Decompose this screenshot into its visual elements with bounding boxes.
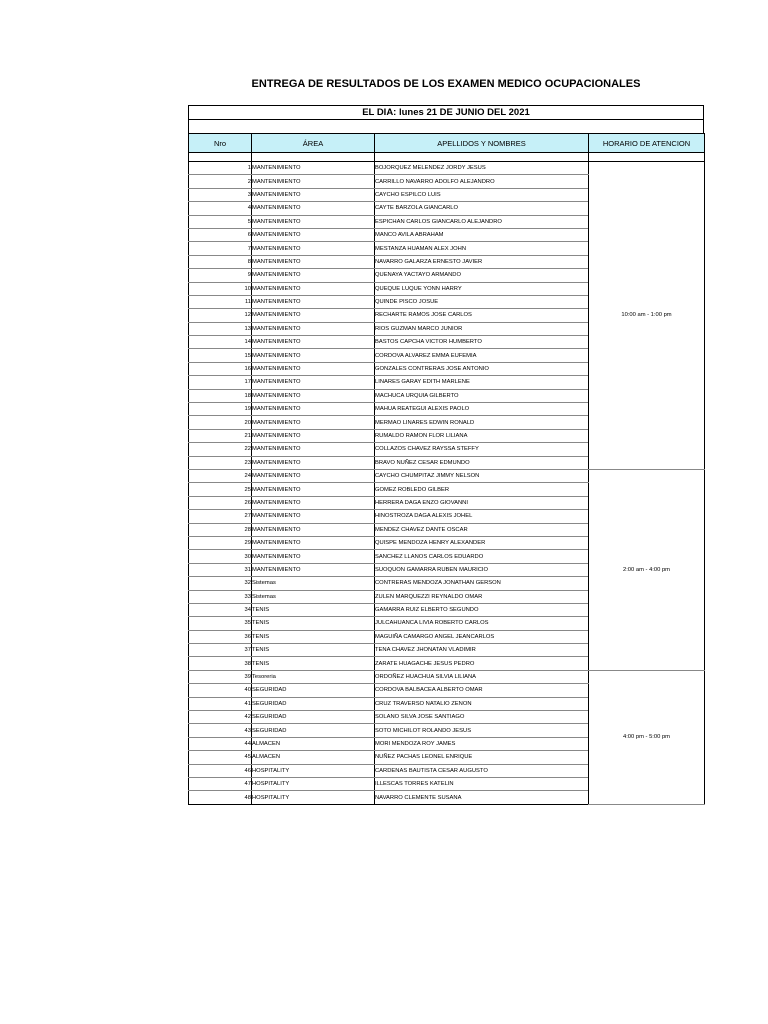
row-area: HOSPITALITY	[252, 777, 375, 790]
row-area: MANTENIMIENTO	[252, 376, 375, 389]
row-area: Tesoreria	[252, 670, 375, 683]
row-name: NAVARRO GALARZA ERNESTO JAVIER	[375, 255, 589, 268]
row-name: RUMALDO RAMON FLOR LILIANA	[375, 429, 589, 442]
row-name: QUEQUE LUQUE YONN HARRY	[375, 282, 589, 295]
header-area: ÁREA	[252, 134, 375, 153]
row-name: HERRERA DAGA ENZO GIOVANNI	[375, 496, 589, 509]
header-row	[189, 134, 705, 153]
row-area: MANTENIMIENTO	[252, 322, 375, 335]
row-name: CAYCHO ESPILCO LUIS	[375, 188, 589, 201]
row-area: MANTENIMIENTO	[252, 416, 375, 429]
row-area: MANTENIMIENTO	[252, 403, 375, 416]
row-name: CARDENAS BAUTISTA CESAR AUGUSTO	[375, 764, 589, 777]
row-nro: 48	[189, 791, 252, 804]
row-area: MANTENIMIENTO	[252, 429, 375, 442]
time-slot: 10:00 am - 1:00 pm	[589, 162, 705, 470]
row-nro: 45	[189, 751, 252, 764]
header-nombres: APELLIDOS Y NOMBRES	[375, 134, 589, 153]
row-name: BOJORQUEZ MELENDEZ JORDY JESUS	[375, 162, 589, 175]
row-area: MANTENIMIENTO	[252, 255, 375, 268]
row-area: Sistemas	[252, 577, 375, 590]
row-nro: 21	[189, 429, 252, 442]
row-area: SEGURIDAD	[252, 684, 375, 697]
row-area: MANTENIMIENTO	[252, 496, 375, 509]
row-name: LINARES GARAY EDITH MARLENE	[375, 376, 589, 389]
row-nro: 7	[189, 242, 252, 255]
row-area: TENIS	[252, 644, 375, 657]
row-name: CONTRERAS MENDOZA JONATHAN GERSON	[375, 577, 589, 590]
row-area: SEGURIDAD	[252, 724, 375, 737]
row-nro: 31	[189, 563, 252, 576]
row-area: TENIS	[252, 603, 375, 616]
row-nro: 2	[189, 175, 252, 188]
row-nro: 8	[189, 255, 252, 268]
row-nro: 36	[189, 630, 252, 643]
row-area: MANTENIMIENTO	[252, 228, 375, 241]
row-name: CAYTE BARZOLA GIANCARLO	[375, 202, 589, 215]
table-body	[189, 153, 705, 805]
row-area: MANTENIMIENTO	[252, 510, 375, 523]
row-area: MANTENIMIENTO	[252, 309, 375, 322]
row-name: MAHUA REATEGUI ALEXIS PAOLO	[375, 403, 589, 416]
row-area: MANTENIMIENTO	[252, 336, 375, 349]
row-name: ORDOÑEZ HUACHUA SILVIA LILIANA	[375, 670, 589, 683]
row-name: QUENAYA YACTAYO ARMANDO	[375, 269, 589, 282]
row-nro: 24	[189, 469, 252, 482]
row-area: MANTENIMIENTO	[252, 456, 375, 469]
row-nro: 42	[189, 711, 252, 724]
row-nro: 41	[189, 697, 252, 710]
row-name: SUOQUON GAMARRA RUBEN MAURICIO	[375, 563, 589, 576]
row-nro: 37	[189, 644, 252, 657]
row-name: TENA CHAVEZ JHONATAN VLADIMIR	[375, 644, 589, 657]
row-name: GAMARRA RUIZ ELBERTO SEGUNDO	[375, 603, 589, 616]
row-name: CORDOVA ALVAREZ EMMA EUFEMIA	[375, 349, 589, 362]
row-nro: 35	[189, 617, 252, 630]
results-table	[188, 133, 705, 805]
row-nro: 39	[189, 670, 252, 683]
spacer-row	[189, 153, 705, 162]
row-name: NAVARRO CLEMENTE SUSANA	[375, 791, 589, 804]
row-nro: 4	[189, 202, 252, 215]
row-area: MANTENIMIENTO	[252, 242, 375, 255]
row-area: MANTENIMIENTO	[252, 349, 375, 362]
row-area: Sistemas	[252, 590, 375, 603]
row-area: TENIS	[252, 630, 375, 643]
row-name: NUÑEZ PACHAS LEONEL ENRIQUE	[375, 751, 589, 764]
row-name: SOTO MICHILOT ROLANDO JESUS	[375, 724, 589, 737]
row-nro: 47	[189, 777, 252, 790]
row-name: RIOS GUZMAN MARCO JUNIOR	[375, 322, 589, 335]
row-nro: 26	[189, 496, 252, 509]
row-area: SEGURIDAD	[252, 697, 375, 710]
row-name: ESPICHAN CARLOS GIANCARLO ALEJANDRO	[375, 215, 589, 228]
row-area: MANTENIMIENTO	[252, 483, 375, 496]
row-nro: 5	[189, 215, 252, 228]
row-nro: 15	[189, 349, 252, 362]
table-row	[189, 469, 705, 482]
row-name: JULCAHUANCA LIVIA ROBERTO CARLOS	[375, 617, 589, 630]
row-name: MAGUIÑA CAMARGO ANGEL JEANCARLOS	[375, 630, 589, 643]
row-nro: 9	[189, 269, 252, 282]
row-nro: 30	[189, 550, 252, 563]
row-nro: 46	[189, 764, 252, 777]
row-name: CRUZ TRAVERSO NATALIO ZENON	[375, 697, 589, 710]
row-area: MANTENIMIENTO	[252, 550, 375, 563]
row-nro: 22	[189, 443, 252, 456]
row-area: MANTENIMIENTO	[252, 536, 375, 549]
row-area: MANTENIMIENTO	[252, 162, 375, 175]
row-area: MANTENIMIENTO	[252, 295, 375, 308]
row-nro: 33	[189, 590, 252, 603]
row-area: ALMACEN	[252, 751, 375, 764]
row-name: GOMEZ ROBLEDO GILBER	[375, 483, 589, 496]
row-name: BASTOS CAPCHA VICTOR HUMBERTO	[375, 336, 589, 349]
time-slot: 4:00 pm - 5:00 pm	[589, 670, 705, 804]
row-area: HOSPITALITY	[252, 764, 375, 777]
date-banner: EL DIA: lunes 21 DE JUNIO DEL 2021	[188, 105, 704, 120]
row-nro: 27	[189, 510, 252, 523]
row-nro: 29	[189, 536, 252, 549]
row-nro: 25	[189, 483, 252, 496]
row-name: MORI MENDOZA ROY JAMES	[375, 737, 589, 750]
row-nro: 20	[189, 416, 252, 429]
row-name: CAYCHO CHUMPITAZ JIMMY NELSON	[375, 469, 589, 482]
row-nro: 34	[189, 603, 252, 616]
row-area: MANTENIMIENTO	[252, 523, 375, 536]
row-nro: 1	[189, 162, 252, 175]
row-name: MACHUCA URQUIA GILBERTO	[375, 389, 589, 402]
row-name: ILLESCAS TORRES KATELIN	[375, 777, 589, 790]
row-nro: 44	[189, 737, 252, 750]
row-nro: 10	[189, 282, 252, 295]
row-nro: 12	[189, 309, 252, 322]
row-nro: 19	[189, 403, 252, 416]
row-nro: 38	[189, 657, 252, 670]
row-name: QUISPE MENDOZA HENRY ALEXANDER	[375, 536, 589, 549]
row-nro: 13	[189, 322, 252, 335]
row-name: QUINDE PISCO JOSUE	[375, 295, 589, 308]
row-area: MANTENIMIENTO	[252, 188, 375, 201]
row-area: MANTENIMIENTO	[252, 362, 375, 375]
row-area: HOSPITALITY	[252, 791, 375, 804]
table-row	[189, 162, 705, 175]
row-name: COLLAZOS CHAVEZ RAYSSA STEFFY	[375, 443, 589, 456]
row-name: MESTANZA HUAMAN ALEX JOHN	[375, 242, 589, 255]
row-nro: 23	[189, 456, 252, 469]
header-horario: HORARIO DE ATENCION	[589, 134, 705, 153]
row-area: MANTENIMIENTO	[252, 269, 375, 282]
row-nro: 17	[189, 376, 252, 389]
row-nro: 28	[189, 523, 252, 536]
row-name: SANCHEZ LLANOS CARLOS EDUARDO	[375, 550, 589, 563]
row-area: MANTENIMIENTO	[252, 282, 375, 295]
row-name: MENDEZ CHAVEZ DANTE OSCAR	[375, 523, 589, 536]
row-nro: 14	[189, 336, 252, 349]
row-name: ZARATE HUAGACHE JESUS PEDRO	[375, 657, 589, 670]
row-nro: 11	[189, 295, 252, 308]
document-title: ENTREGA DE RESULTADOS DE LOS EXAMEN MEDICO OCUPACIONALES	[251, 78, 641, 90]
row-nro: 18	[189, 389, 252, 402]
time-slot: 2:00 am - 4:00 pm	[589, 469, 705, 670]
row-area: TENIS	[252, 657, 375, 670]
row-area: ALMACEN	[252, 737, 375, 750]
row-name: RECHARTE RAMOS JOSE CARLOS	[375, 309, 589, 322]
row-area: MANTENIMIENTO	[252, 175, 375, 188]
row-area: SEGURIDAD	[252, 711, 375, 724]
row-name: HINOSTROZA DAGA ALEXIS JOHEL	[375, 510, 589, 523]
row-area: MANTENIMIENTO	[252, 469, 375, 482]
row-nro: 40	[189, 684, 252, 697]
row-name: SOLANO SILVA JOSE SANTIAGO	[375, 711, 589, 724]
spacer-box	[188, 119, 704, 133]
table-row	[189, 670, 705, 683]
row-name: ZULEN MARQUEZZI REYNALDO OMAR	[375, 590, 589, 603]
row-nro: 3	[189, 188, 252, 201]
row-nro: 43	[189, 724, 252, 737]
row-name: MERMAO LINARES EDWIN RONALD	[375, 416, 589, 429]
row-name: CARRILLO NAVARRO ADOLFO ALEJANDRO	[375, 175, 589, 188]
row-nro: 6	[189, 228, 252, 241]
row-name: BRAVO NUÑEZ CESAR EDMUNDO	[375, 456, 589, 469]
row-nro: 16	[189, 362, 252, 375]
row-area: MANTENIMIENTO	[252, 563, 375, 576]
row-area: MANTENIMIENTO	[252, 215, 375, 228]
row-name: GONZALES CONTRERAS JOSE ANTONIO	[375, 362, 589, 375]
row-area: MANTENIMIENTO	[252, 443, 375, 456]
row-name: MANCO AVILA ABRAHAM	[375, 228, 589, 241]
row-area: MANTENIMIENTO	[252, 202, 375, 215]
row-area: MANTENIMIENTO	[252, 389, 375, 402]
row-area: TENIS	[252, 617, 375, 630]
row-nro: 32	[189, 577, 252, 590]
header-nro: Nro	[189, 134, 252, 153]
row-name: CORDOVA BALBACEA ALBERTO OMAR	[375, 684, 589, 697]
